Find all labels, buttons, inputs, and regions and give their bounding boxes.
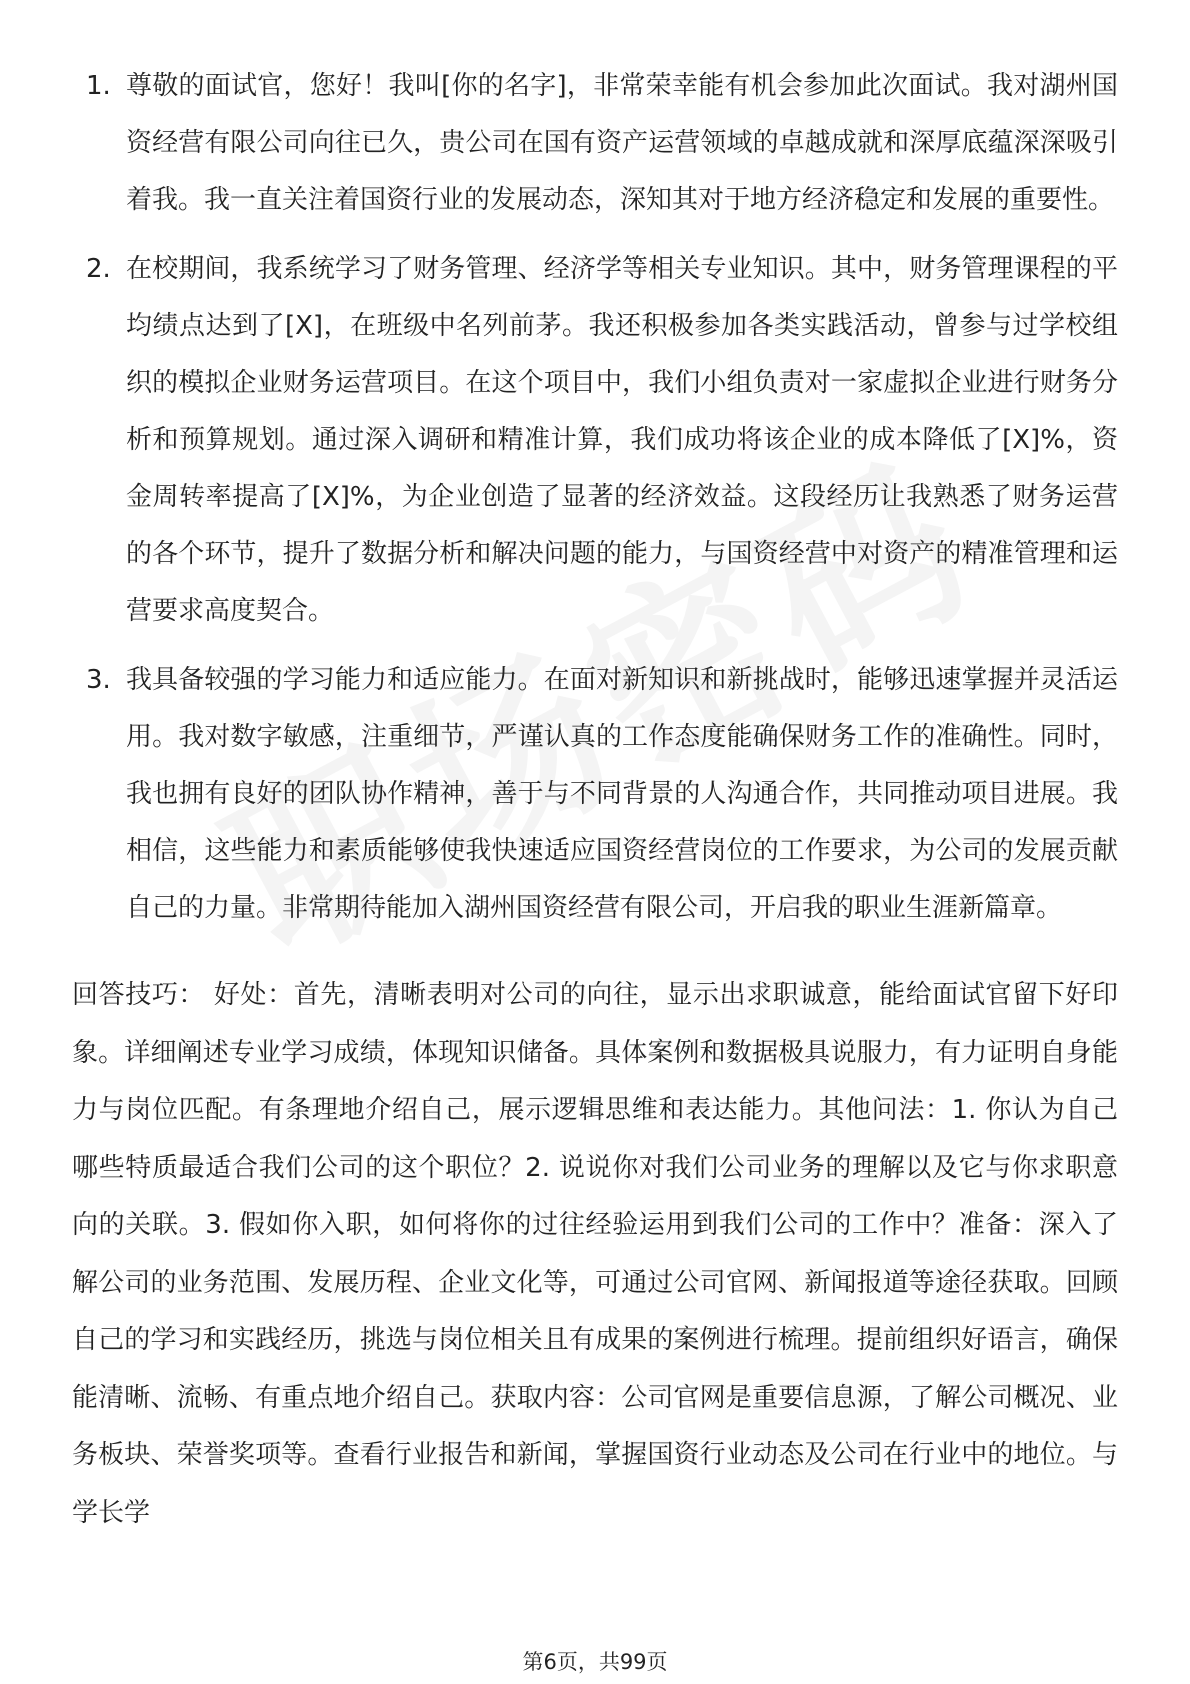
list-item-number: 1. xyxy=(86,71,111,101)
list-item-text: 尊敬的面试官，您好！我叫[你的名字]，非常荣幸能有机会参加此次面试。我对湖州国资经营有限公司向往已久，贵公司在国有资产运营领域的卓越成就和深厚底蕴深深吸引着我。我一直关注着国资行业的发展动态，深知其对于地方经济稳定和发展的重要性。 xyxy=(126,71,1118,215)
list-item-number: 3. xyxy=(86,665,111,695)
page-number: 第6页，共99页 xyxy=(522,1650,668,1674)
list-item-text: 在校期间，我系统学习了财务管理、经济学等相关专业知识。其中，财务管理课程的平均绩点达到了[X]，在班级中名列前茅。我还积极参加各类实践活动，曾参与过学校组织的模拟企业财务运营项目。在这个项目中，我们小组负责对一家虚拟企业进行财务分析和预算规划。通过深入调研和精准计算，我们成功将该企业的成本降低了[X]%，资金周转率提高了[X]%，为企业创造了显著的经济效益。这段经历让我熟悉了财务运营的各个环节，提升了数据分析和解决问题的能力，与国资经营中对资产的精准管理和运营要求高度契合。 xyxy=(126,254,1118,626)
answer-tips-paragraph: 回答技巧： 好处：首先，清晰表明对公司的向往，显示出求职诚意，能给面试官留下好印象。详细阐述专业学习成绩，体现知识储备。具体案例和数据极具说服力，有力证明自身能力与岗位匹配。有条理地介绍自己，展示逻辑思维和表达能力。其他问法：1. 你认为自己哪些特质最适合我们公司的这个职位？2. 说说你对我们公司业务的理解以及它与你求职意向的关联。3. 假如你入职，如何将你的过往经验运用到我们公司的工作中？准备：深入了解公司的业务范围、发展历程、企业文化等，可通过公司官网、新闻报道等途径获取。回顾自己的学习和实践经历，挑选与岗位相关且有成果的案例进行梳理。提前组织好语言，确保能清晰、流畅、有重点地介绍自己。获取内容：公司官网是重要信息源，了解公司概况、业务板块、荣誉奖项等。查看行业报告和新闻，掌握国资行业动态及公司在行业中的地位。与学长学 xyxy=(72,980,1118,1528)
list-item xyxy=(72,241,1118,640)
list-item-number: 2. xyxy=(86,254,111,284)
list-item xyxy=(72,58,1118,229)
list-item-text: 我具备较强的学习能力和适应能力。在面对新知识和新挑战时，能够迅速掌握并灵活运用。我对数字敏感，注重细节，严谨认真的工作态度能确保财务工作的准确性。同时，我也拥有良好的团队协作精神，善于与不同背景的人沟通合作，共同推动项目进展。我相信，这些能力和素质能够使我快速适应国资经营岗位的工作要求，为公司的发展贡献自己的力量。非常期待能加入湖州国资经营有限公司，开启我的职业生涯新篇章。 xyxy=(126,665,1118,923)
page-content xyxy=(72,58,1118,1542)
list-item xyxy=(72,652,1118,937)
answer-list xyxy=(72,58,1118,937)
